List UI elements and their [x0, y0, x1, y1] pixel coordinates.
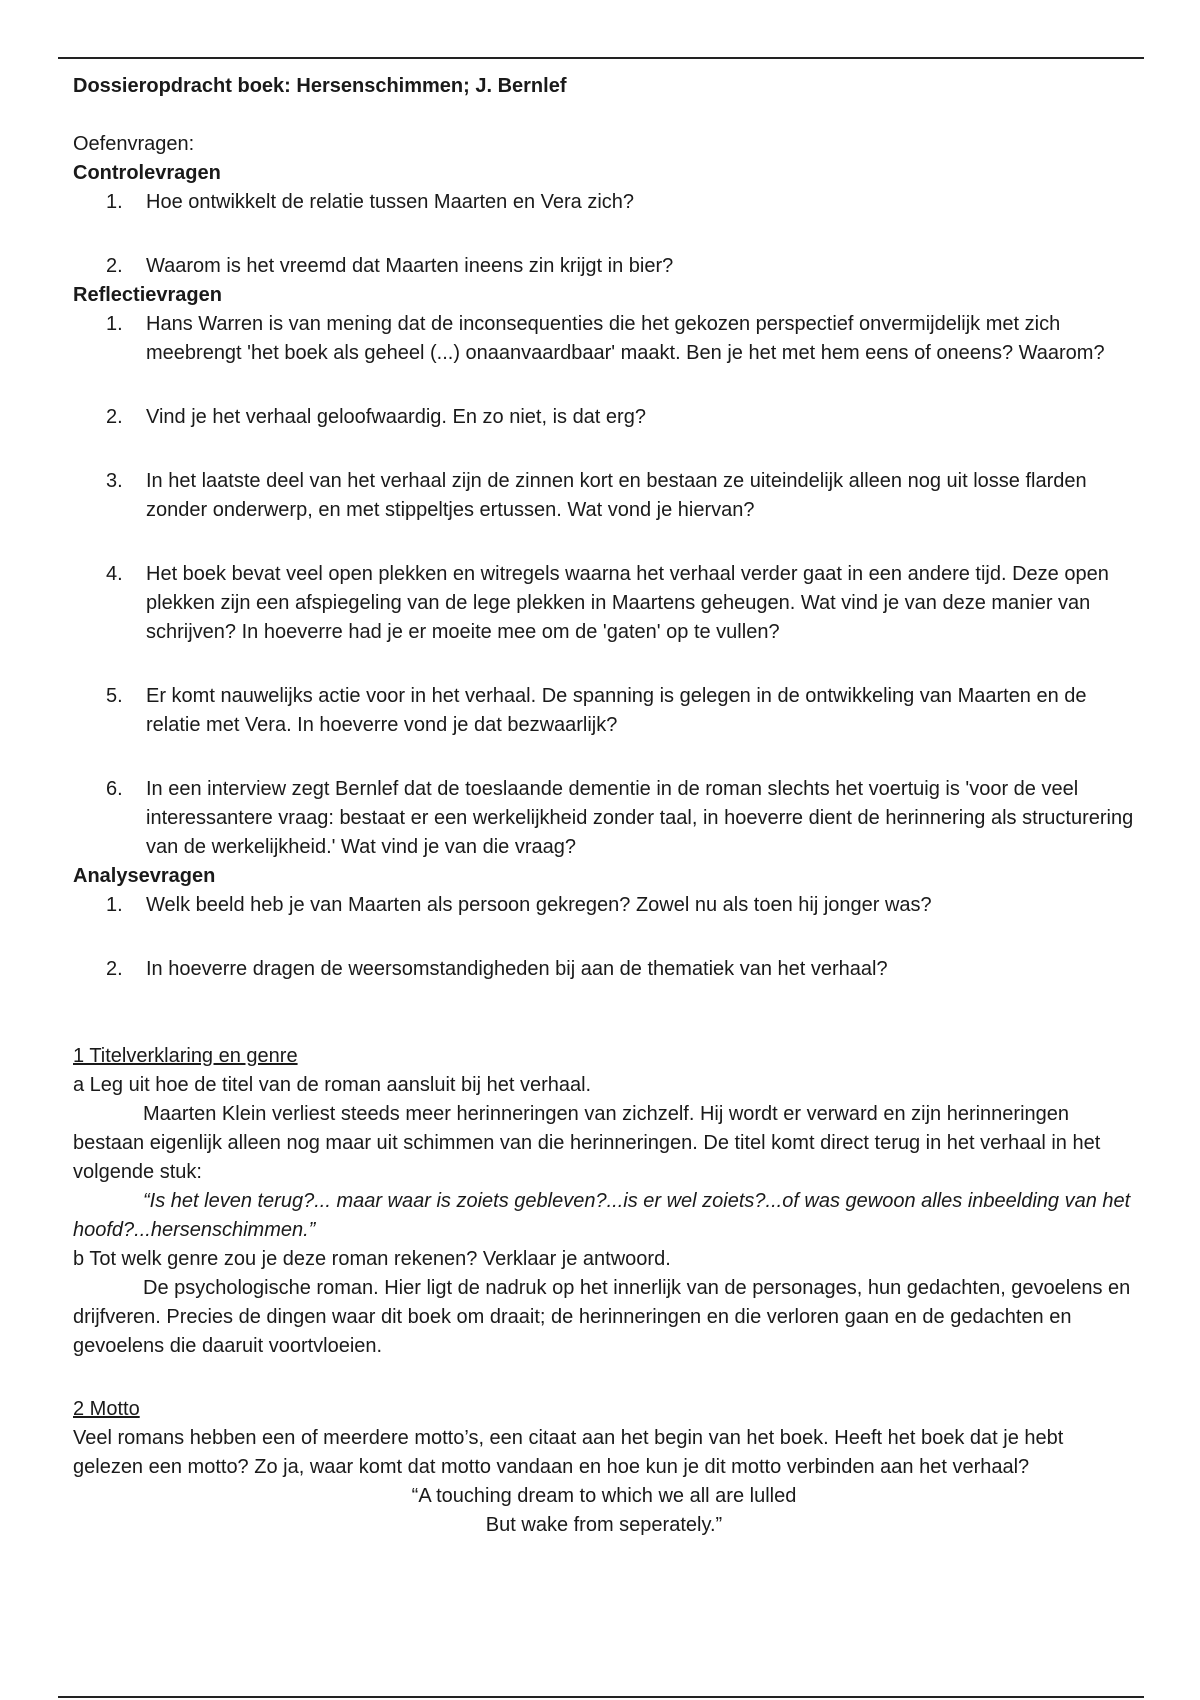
question-a: a Leg uit hoe de titel van de roman aansluit bij het verhaal. — [73, 1074, 592, 1096]
intro-label: Oefenvragen: — [73, 133, 195, 155]
list-item: 1. Welk beeld heb je van Maarten als persoon gekregen? Zowel nu als toen hij jonger was? — [106, 894, 932, 916]
list-item: 5. Er komt nauwelijks actie voor in het verhaal. De spanning is gelegen in de ontwikkeling van Maarten en de relatie met Vera. In hoeverre vond je dat bezwaarlijk? — [106, 685, 1087, 736]
list-item: 3. In het laatste deel van het verhaal zijn de zinnen kort en bestaan ze uiteindelijk alleen nog uit losse flarden zonder onderwerp, en met stippeltjes ertussen. Wat vond je hiervan? — [106, 470, 1087, 521]
titelverklaring-heading: 1 Titelverklaring en genre — [73, 1045, 298, 1067]
motto-quote-line-2: But wake from seperately.” — [485, 1514, 723, 1536]
list-item: 2. Vind je het verhaal geloofwaardig. En zo niet, is dat erg? — [106, 406, 646, 428]
list-item: 6. In een interview zegt Bernlef dat de toeslaande dementie in de roman slechts het voertuig is 'voor de veel interessantere vraag: bestaat er een werkelijkheid zonder taal, in hoeverre dient de herinnering als structurering van de werkelijkheid.' Wat vind je van die vraag? — [106, 778, 1134, 858]
document-title: Dossieropdracht boek: Hersenschimmen; J. Bernlef — [73, 75, 567, 97]
section-heading-analyse: Analysevragen — [73, 865, 216, 887]
list-item: 1. Hoe ontwikkelt de relatie tussen Maarten en Vera zich? — [106, 191, 635, 213]
document-page — [73, 72, 1135, 1540]
answer-a: Maarten Klein verliest steeds meer herinneringen van zichzelf. Hij wordt er verward en zijn herinneringen bestaan eigenlijk alleen nog maar uit schimmen van die herinneringen. De titel komt direct terug in het verhaal in het volgende stuk: — [73, 1103, 1101, 1183]
motto-heading: 2 Motto — [73, 1398, 140, 1420]
section-heading-reflectie: Reflectievragen — [73, 284, 222, 306]
quote-a: “Is het leven terug?... maar waar is zoiets gebleven?...is er wel zoiets?...of was gewoon alles inbeelding van het hoofd?...hersenschimmen.” — [73, 1190, 1131, 1241]
list-item: 2. In hoeverre dragen de weersomstandigheden bij aan de thematiek van het verhaal? — [106, 958, 888, 980]
answer-b: De psychologische roman. Hier ligt de nadruk op het innerlijk van de personages, hun gedachten, gevoelens en drijfveren. Precies de dingen waar dit boek om draait; de herinneringen en die verloren gaan en de gedachten en gevoelens die daaruit voortvloeien. — [73, 1277, 1131, 1357]
section-heading-controle: Controlevragen — [73, 162, 221, 184]
reflectie-list — [73, 310, 1135, 862]
motto-question: Veel romans hebben een of meerdere motto’s, een citaat aan het begin van het boek. Heeft het boek dat je hebt gelezen een motto? Zo ja, waar komt dat motto vandaan en hoe kun je dit motto verbinden aan het verhaal? — [73, 1427, 1064, 1478]
analyse-list — [73, 891, 1135, 984]
top-rule — [58, 57, 1144, 59]
list-item: 1. Hans Warren is van mening dat de inconsequenties die het gekozen perspectief onvermijdelijk met zich meebrengt 'het boek als geheel (...) onaanvaardbaar' maakt. Ben je het met hem eens of oneens? Waarom? — [106, 313, 1105, 364]
motto-quote-line-1: “A touching dream to which we all are lulled — [411, 1485, 797, 1507]
list-item: 4. Het boek bevat veel open plekken en witregels waarna het verhaal verder gaat in een andere tijd. Deze open plekken zijn een afspiegeling van de lege plekken in Maartens geheugen. Wat vind je van deze manier van schrijven? In hoeverre had je er moeite mee om de 'gaten' op te vullen? — [106, 563, 1109, 643]
list-item: 2. Waarom is het vreemd dat Maarten ineens zin krijgt in bier? — [106, 255, 674, 277]
controle-list — [73, 188, 1135, 281]
question-b: b Tot welk genre zou je deze roman rekenen? Verklaar je antwoord. — [73, 1248, 671, 1270]
bottom-rule — [58, 1696, 1144, 1698]
